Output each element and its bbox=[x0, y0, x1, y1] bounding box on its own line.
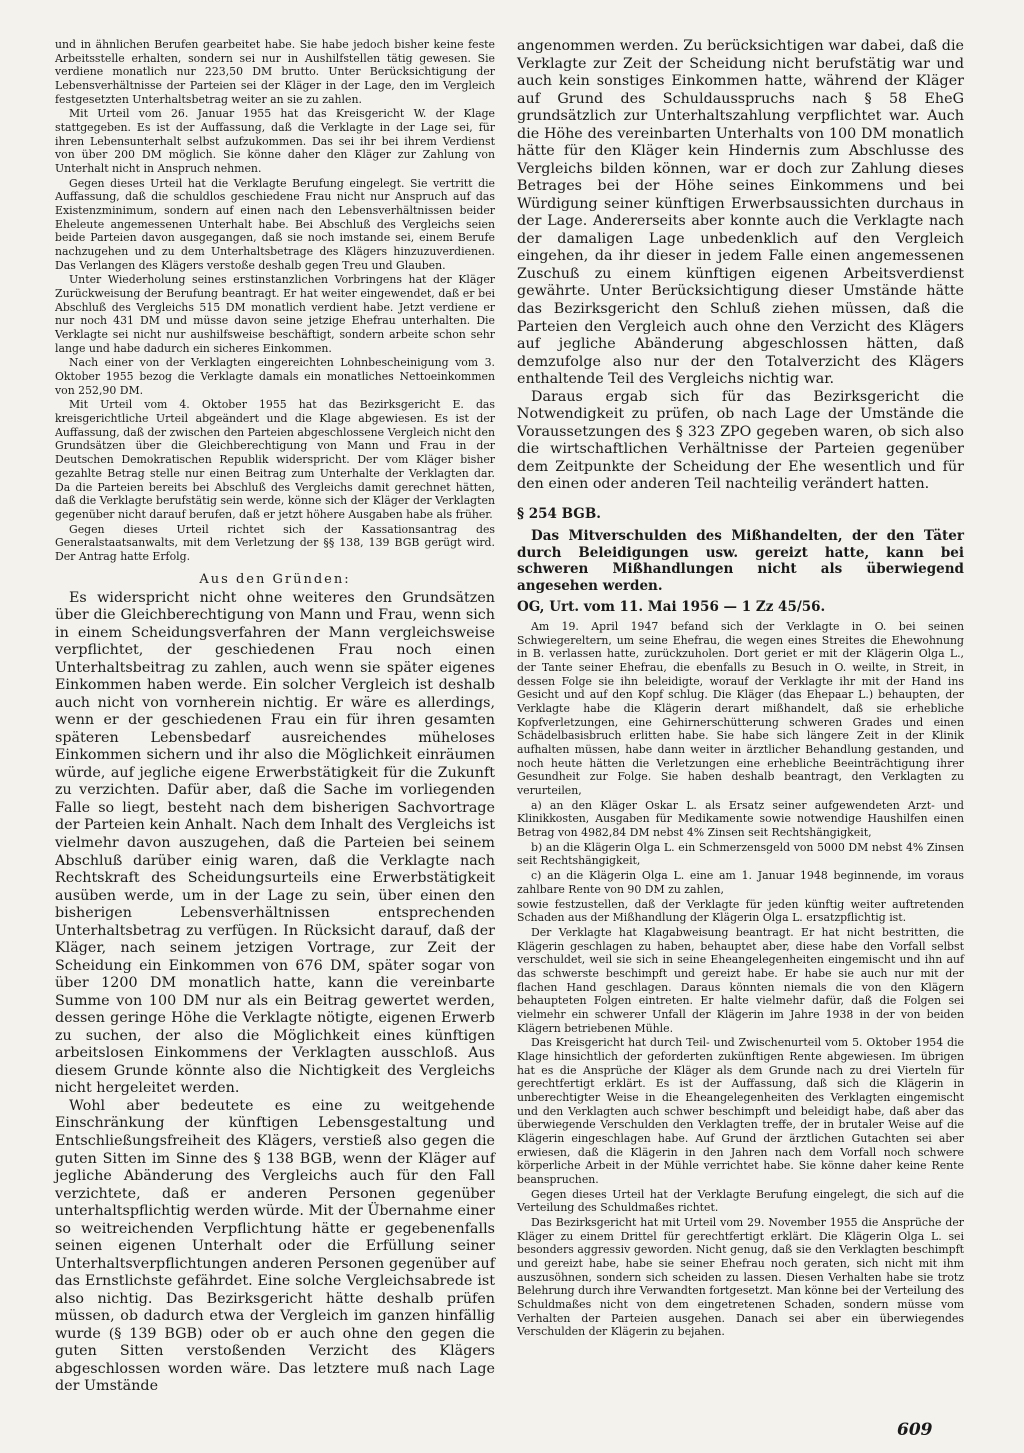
paragraph: sowie festzustellen, daß der Verklagte für jeden künftig weiter auftretenden Schaden aus der Mißhandlung der Klägerin Olga L. ersatzpflichtig ist. bbox=[517, 897, 964, 925]
paragraph: Es widerspricht nicht ohne weiteres den Grundsätzen über die Gleichberechtigung von Mann und Frau, wenn sich in einem Scheidungsverfahren der Mann vergleichsweise verpflichtet, der geschiedenen Frau noch einen Unterhaltsbeitrag zu zahlen, auch wenn sie später eigenes Einkommen haben werde. Ein solcher Vergleich ist deshalb auch nicht von vornherein nichtig. Er wäre es allerdings, wenn er der geschiedenen Frau ein für ihren gesamten späteren Lebensbedarf ausreichendes müheloses Einkommen sichern und ihr also die Möglichkeit einräumen würde, auf jegliche eigene Erwerbstätigkeit für die Zukunft zu verzichten. Dafür aber, daß die Sache im vorliegenden Falle so liegt, besteht nach dem bisherigen Sachvortrage der Parteien kein Anhalt. Nach dem Inhalt des Vergleichs ist vielmehr davon auszugehen, daß die Parteien bei seinem Abschluß darüber einig waren, daß die Verklagte nach Rechtskraft des Scheidungsurteils eine Erwerbstätigkeit ausüben werde, um in der Lage zu sein, über einen den bisherigen Lebensverhältnissen entsprechenden Unterhaltsbetrag zu verfügen. In Rücksicht darauf, daß der Kläger, nach seinem jetzigen Vortrage, zur Zeit der Scheidung ein Einkommen von 676 DM, später sogar von über 1200 DM monatlich hatte, kann die vereinbarte Summe von 100 DM nur als ein Beitrag gewertet werden, dessen geringe Höhe die Verklagte nötigte, eigenen Erwerb zu suchen, der also die Möglichkeit eines künftigen arbeitslosen Einkommens der Verklagten ausschloß. Aus diesem Grunde könnte also die Nichtigkeit des Vergleichs nicht hergeleitet werden. bbox=[55, 589, 495, 1097]
paragraph: und in ähnlichen Berufen gearbeitet habe. Sie habe jedoch bisher keine feste Arbeitsstelle erhalten, sondern sei nur in Aushilfstellen tätig gewesen. Sie verdiene monatlich nur 223,50 DM brutto. Unter Berücksichtigung der Lebensverhältnisse der Parteien sei der Kläger in der Lage, den im Vergleich festgesetzten Unterhaltsbetrag weiter an sie zu zahlen. bbox=[55, 38, 495, 106]
list-item: a) an den Kläger Oskar L. als Ersatz seiner aufgewendeten Arzt- und Klinikkosten, Ausgaben für Medikamente sowie notwendige Haushilfen einen Betrag von 4982,84 DM nebst 4% Zinsen seit Rechtshängigkeit, bbox=[517, 798, 964, 840]
left-column bbox=[55, 38, 495, 1396]
citation: OG, Urt. vom 11. Mai 1956 — 1 Zz 45/56. bbox=[517, 599, 826, 616]
paragraph: Mit Urteil vom 26. Januar 1955 hat das Kreisgericht W. der Klage stattgegeben. Es ist der Auffassung, daß die Verklagte in der Lage sei, für ihren Lebensunterhalt selbst aufzukommen. Das sei ihr bei ihrem Verdienst von über 200 DM möglich. Sie könne daher den Kläger zur Zahlung von Unterhalt nicht in Anspruch nehmen. bbox=[55, 107, 495, 176]
paragraph: Nach einer von der Verklagten eingereichten Lohnbescheinigung vom 3. Oktober 1955 bezog die Verklagte damals ein monatliches Nettoeinkommen von 252,90 DM. bbox=[55, 356, 495, 397]
paragraph: Das Kreisgericht hat durch Teil- und Zwischenurteil vom 5. Oktober 1954 die Klage hinsichtlich der geforderten zukünftigen Rente abgewiesen. Im übrigen hat es die Ansprüche der Kläger als dem Grunde nach zu drei Vierteln für gerechtfertigt erklärt. Es ist der Auffassung, daß sich die Klägerin in unberechtigter Weise in die Eheangelegenheiten des Verklagten eingemischt und den Verklagten auch schwer beschimpft und beleidigt habe, daß aber das überwiegende Verschulden den Verklagten treffe, der in brutaler Weise auf die Klägerin eingeschlagen habe. Auf Grund der ärztlichen Gutachten sei aber erwiesen, daß die Klägerin in den Jahren nach dem Vorfall noch schwere körperliche Arbeit in der Mühle verrichtet habe. Sie könne daher keine Rente beanspruchen. bbox=[517, 1036, 964, 1186]
paragraph: Gegen dieses Urteil hat die Verklagte Berufung eingelegt. Sie vertritt die Auffassung, daß die schuldlos geschiedene Frau nicht nur Anspruch auf das Existenzminimum, sondern auf einen nach den Lebensverhältnissen beider Eheleute angemessenen Unterhalt habe. Bei Abschluß des Vergleichs seien beide Parteien davon ausgegangen, daß sie noch imstande sei, einem Berufe nachzugehen und zu dem Unterhaltsbetrage des Klägers hinzuzuverdienen. Das Verlangen des Klägers verstoße deshalb gegen Treu und Glauben. bbox=[55, 176, 495, 272]
paragraph: Daraus ergab sich für das Bezirksgericht die Notwendigkeit zu prüfen, ob nach Lage der Umstände die Voraussetzungen des § 323 ZPO gegeben waren, ob sich also die wirtschaftlichen Verhältnisse der Parteien gegenüber dem Zeitpunkte der Scheidung der Ehe wesentlich und für den einen oder anderen Teil nachteilig verändert hatten. bbox=[517, 388, 964, 493]
headnote: Das Mitverschulden des Mißhandelten, der den Täter durch Beleidigungen usw. gereizt hatte, kann bei schweren Mißhandlungen nicht als überwiegend angesehen werden. bbox=[517, 527, 964, 595]
page-number: 609 bbox=[897, 1420, 933, 1440]
paragraph: Am 19. April 1947 befand sich der Verklagte in O. bei seinen Schwiegereltern, um seine Ehefrau, die wegen eines Streites die Ehewohnung in B. verlassen hatte, zurückzuholen. Dort geriet er mit der Klägerin Olga L., der Tante seiner Ehefrau, die ebenfalls zu Besuch in O. weilte, in Streit, in dessen Folge sie ihn beleidigte, worauf der Verklagte ihr mit der Hand ins Gesicht und auf den Kopf schlug. Die Kläger (das Ehepaar L.) behaupten, der Verklagte habe die Klägerin derart mißhandelt, daß sie erhebliche Kopfverletzungen, eine Gehirnerschütterung schweren Grades und einen Schädelbasisbruch erlitten habe. Sie habe sich längere Zeit in der Klinik aufhalten müssen, habe dann weiter in ärztlicher Behandlung gestanden, und noch heute hätten die Verletzungen eine erhebliche Beeinträchtigung ihrer Gesundheit zur Folge. Sie haben deshalb beantragt, den Verklagten zu verurteilen, bbox=[517, 620, 964, 798]
right-column bbox=[517, 38, 964, 1339]
section-title: § 254 BGB. bbox=[517, 505, 601, 522]
paragraph: Gegen dieses Urteil richtet sich der Kassationsantrag des Generalstaatsanwalts, mit dem Verletzung der §§ 138, 139 BGB gerügt wird. Der Antrag hatte Erfolg. bbox=[55, 522, 495, 563]
paragraph: Gegen dieses Urteil hat der Verklagte Berufung eingelegt, die sich auf die Verteilung des Schuldmaßes richtet. bbox=[517, 1187, 964, 1215]
list-item: c) an die Klägerin Olga L. eine am 1. Januar 1948 beginnende, im voraus zahlbare Rente von 90 DM zu zahlen, bbox=[517, 869, 964, 896]
paragraph: angenommen werden. Zu berücksichtigen war dabei, daß die Verklagte zur Zeit der Scheidung nicht berufstätig war und auch kein sonstiges Einkommen hatte, während der Kläger auf Grund des Schuldausspruchs nach § 58 EheG grundsätzlich zur Unterhaltszahlung verpflichtet war. Auch die Höhe des vereinbarten Unterhalts von 100 DM monatlich hätte für den Kläger kein Hindernis zum Abschlusse des Vergleichs bilden können, war er doch zur Zahlung dieses Betrages bei der Höhe seines Einkommens und bei Würdigung seiner künftigen Erwerbsaussichten durchaus in der Lage. Andererseits aber konnte auch die Verklagte nach der damaligen Lage unbedenklich auf den Vergleich eingehen, da ihr dieser in jedem Falle einen angemessenen Zuschuß zu einem künftigen eigenen Arbeitsverdienst gewährte. Unter Berücksichtigung dieser Umstände hätte das Bezirksgericht den Schluß ziehen müssen, daß die Parteien den Vergleich auch ohne den Verzicht des Klägers auf jegliche Abänderung abgeschlossen hätten, daß demzufolge also nur der den Totalverzicht des Klägers enthaltende Teil des Vergleichs nichtig war. bbox=[517, 38, 964, 388]
paragraph: Der Verklagte hat Klagabweisung beantragt. Er hat nicht bestritten, die Klägerin geschlagen zu haben, behauptet aber, diese habe den Vorfall selbst verschuldet, weil sie sich in seine Eheangelegenheiten eingemischt und ihn auf das schwerste beschimpft und gereizt habe. Er habe sie auch nur mit der flachen Hand geschlagen. Daraus könnten niemals die von den Klägern behaupteten Folgen eintreten. Er halte vielmehr dafür, daß die Folgen sei vielmehr ein schwerer Unfall der Klägerin im Jahre 1938 in der von beiden Klägern betriebenen Mühle. bbox=[517, 925, 964, 1035]
paragraph: Unter Wiederholung seines erstinstanzlichen Vorbringens hat der Kläger Zurückweisung der Berufung beantragt. Er hat weiter eingewendet, daß er bei Abschluß des Vergleichs 515 DM monatlich verdient habe. Jetzt verdiene er nur noch 431 DM und müsse davon seine jetzige Ehefrau unterhalten. Die Verklagte sei nicht nur aushilfsweise beschäftigt, sondern arbeite schon sehr lange und habe dadurch ein sicheres Einkommen. bbox=[55, 273, 495, 355]
list-item: b) an die Klägerin Olga L. ein Schmerzensgeld von 5000 DM nebst 4% Zinsen seit Rechtshängigkeit, bbox=[517, 840, 964, 868]
paragraph: Mit Urteil vom 4. Oktober 1955 hat das Bezirksgericht E. das kreisgerichtliche Urteil abgeändert und die Klage abgewiesen. Es ist der Auffassung, daß der zwischen den Parteien abgeschlossene Vergleich nicht den Grundsätzen über die Gleichberechtigung von Mann und Frau in der Deutschen Demokratischen Republik widerspricht. Der vom Kläger bisher gezahlte Betrag stelle nur einen Beitrag zum Unterhalte der Verklagten dar. Da die Parteien bereits bei Abschluß des Vergleichs damit gerechnet hätten, daß die Verklagte berufstätig sein werde, könne sich der Kläger der Verklagten gegenüber nicht darauf berufen, daß er jetzt höhere Ausgaben habe als früher. bbox=[55, 398, 495, 521]
section-heading: Aus den Gründen: bbox=[199, 571, 351, 587]
paragraph: Das Bezirksgericht hat mit Urteil vom 29. November 1955 die Ansprüche der Kläger zu einem Drittel für gerechtfertigt erklärt. Die Klägerin Olga L. sei besonders aggressiv geworden. Nicht genug, daß sie den Verklagten beschimpft und gereizt habe, habe sie seiner Ehefrau noch geraten, sich nicht mit ihm auszusöhnen, sondern sich scheiden zu lassen. Diesen Verhalten habe sie trotz Belehrung durch ihre Verwandten fortgesetzt. Man könne bei der Verteilung des Schuldmaßes nicht von dem eingetretenen Schaden, sondern müsse vom Verhalten der Parteien ausgehen. Danach sei aber ein überwiegendes Verschulden der Klägerin zu bejahen. bbox=[517, 1215, 964, 1339]
paragraph: Wohl aber bedeutete es eine zu weitgehende Einschränkung der künftigen Lebensgestaltung und Entschließungsfreiheit des Klägers, verstieß also gegen die guten Sitten im Sinne des § 138 BGB, wenn der Kläger auf jegliche Abänderung des Vergleichs auch für den Fall verzichtete, daß er anderen Personen gegenüber unterhaltspflichtig werden würde. Mit der Übernahme einer so weitreichenden Verpflichtung hätte er gegebenenfalls seinen eigenen Unterhalt oder die Erfüllung seiner Unterhaltsverpflichtungen anderen Personen gegenüber auf das Ernstlichste gefährdet. Eine solche Vergleichsabrede ist also nichtig. Das Bezirksgericht hätte deshalb prüfen müssen, ob dadurch etwa der Vergleich im ganzen hinfällig wurde (§ 139 BGB) oder ob er auch ohne den gegen die guten Sitten verstoßenden Verzicht des Klägers abgeschlossen worden wäre. Das letztere muß nach Lage der Umstände bbox=[55, 1097, 495, 1395]
